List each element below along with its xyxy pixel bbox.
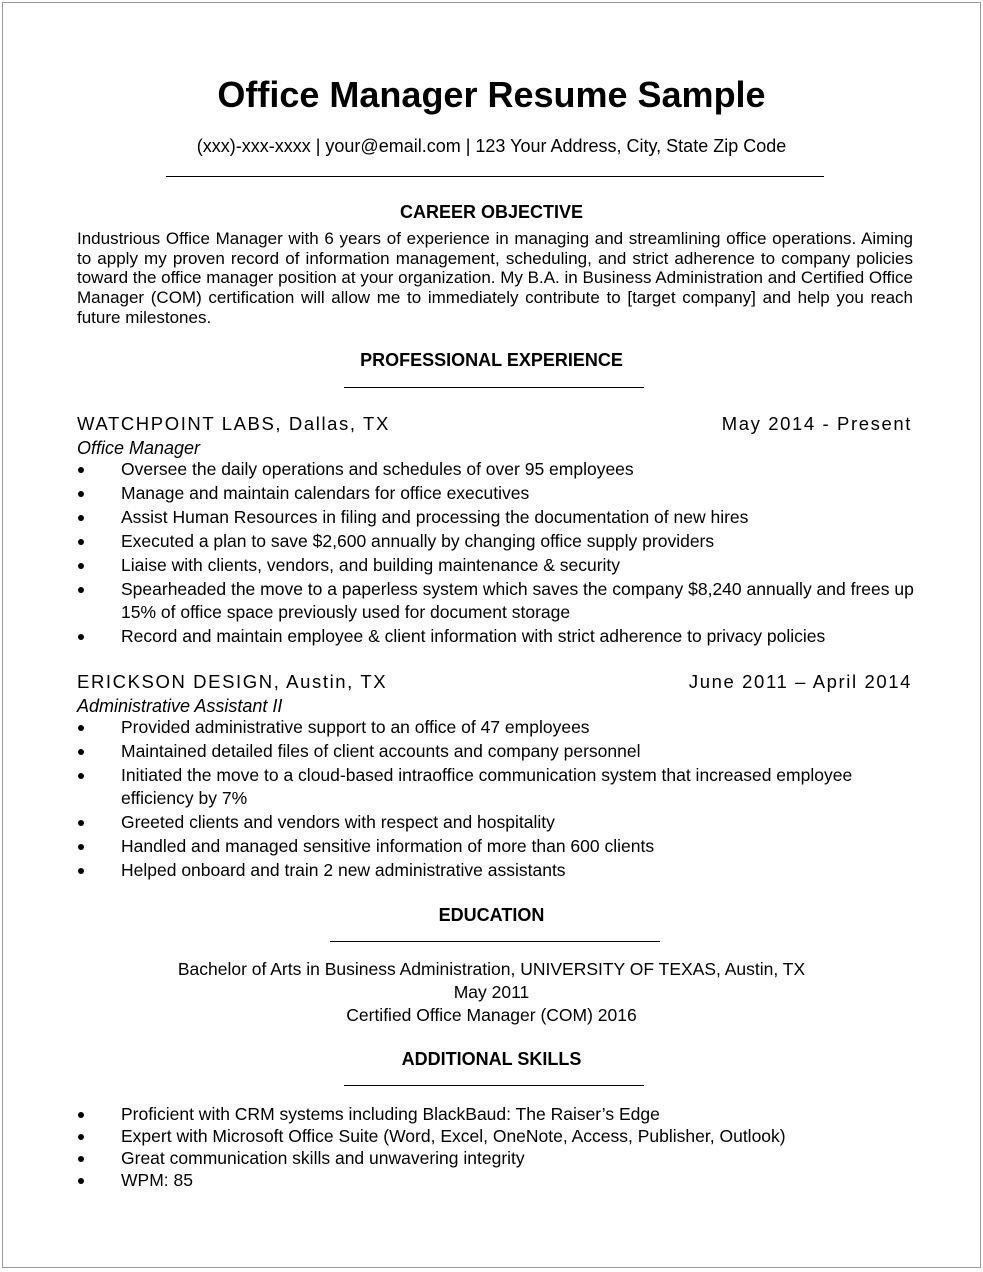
bullet-icon — [78, 1134, 84, 1140]
certification-line: Certified Office Manager (COM) 2016 — [346, 1005, 637, 1025]
experience-divider — [344, 387, 644, 388]
header-divider — [166, 176, 824, 177]
bullet-icon — [78, 868, 84, 874]
bullet-icon — [78, 749, 84, 755]
job-company: WATCHPOINT LABS, Dallas, TX — [77, 413, 390, 434]
list-item: Helped onboard and train 2 new administrative assistants — [77, 859, 917, 882]
list-item: Expert with Microsoft Office Suite (Word, Excel, OneNote, Access, Publisher, Outlook) — [77, 1126, 917, 1147]
bullet-icon — [78, 563, 84, 569]
list-item: Provided administrative support to an office of 47 employees — [77, 716, 917, 739]
graduation-date: May 2011 — [453, 982, 530, 1002]
list-item: Oversee the daily operations and schedules of over 95 employees — [77, 458, 917, 481]
resume-title: Office Manager Resume Sample — [217, 74, 766, 115]
bullet-icon — [78, 491, 84, 497]
bullet-icon — [78, 820, 84, 826]
objective-heading: CAREER OBJECTIVE — [399, 202, 584, 222]
degree-line: Bachelor of Arts in Business Administration, UNIVERSITY OF TEXAS, Austin, TX — [177, 959, 806, 979]
bullet-icon — [78, 1178, 84, 1184]
list-item: Great communication skills and unwavering integrity — [77, 1148, 917, 1169]
list-item: Initiated the move to a cloud-based intraoffice communication system that increased employee efficiency by 7% — [77, 764, 917, 810]
list-item: Greeted clients and vendors with respect and hospitality — [77, 811, 917, 834]
job-header — [77, 671, 912, 693]
contact-line: (xxx)-xxx-xxxx | your@email.com | 123 Your Address, City, State Zip Code — [196, 136, 787, 156]
job-bullet-list — [77, 716, 917, 883]
skills-divider — [344, 1085, 644, 1086]
experience-heading: PROFESSIONAL EXPERIENCE — [360, 350, 623, 370]
job-title: Office Manager — [77, 438, 201, 458]
list-item: Handled and managed sensitive information of more than 600 clients — [77, 835, 917, 858]
list-item: WPM: 85 — [77, 1170, 917, 1191]
job-dates: May 2014 - Present — [721, 413, 912, 434]
list-item: Liaise with clients, vendors, and building maintenance & security — [77, 554, 917, 577]
bullet-icon — [78, 634, 84, 640]
list-item: Proficient with CRM systems including BlackBaud: The Raiser’s Edge — [77, 1104, 917, 1125]
bullet-icon — [78, 515, 84, 521]
job-bullet-list — [77, 458, 917, 649]
bullet-icon — [78, 539, 84, 545]
bullet-icon — [78, 467, 84, 473]
bullet-icon — [78, 773, 84, 779]
bullet-icon — [78, 844, 84, 850]
bullet-icon — [78, 725, 84, 731]
bullet-icon — [78, 1156, 84, 1162]
list-item: Assist Human Resources in filing and processing the documentation of new hires — [77, 506, 917, 529]
list-item: Manage and maintain calendars for office executives — [77, 482, 917, 505]
list-item: Maintained detailed files of client accounts and company personnel — [77, 740, 917, 763]
job-dates: June 2011 – April 2014 — [688, 671, 912, 692]
list-item: Executed a plan to save $2,600 annually by changing office supply providers — [77, 530, 917, 553]
resume-page — [2, 2, 981, 1268]
list-item: Record and maintain employee & client information with strict adherence to privacy policies — [77, 625, 917, 648]
bullet-icon — [78, 1112, 84, 1118]
education-divider — [330, 941, 660, 942]
job-title: Administrative Assistant II — [77, 696, 283, 716]
skills-list — [77, 1104, 917, 1192]
job-company: ERICKSON DESIGN, Austin, TX — [77, 671, 388, 692]
list-item: Spearheaded the move to a paperless system which saves the company $8,240 annually and frees up 15% of office space previously used for document storage — [77, 578, 917, 624]
skills-heading: ADDITIONAL SKILLS — [401, 1049, 582, 1069]
education-heading: EDUCATION — [438, 905, 545, 925]
job-header — [77, 413, 912, 435]
bullet-icon — [78, 587, 84, 593]
objective-text: Industrious Office Manager with 6 years of experience in managing and streamlining office operations. Aiming to apply my proven record of information management, scheduling, and strict adherence to company policies toward the office manager position at your organization. My B.A. in Business Administration and Certified Office Manager (COM) certification will allow me to immediately contribute to [target company] and help you reach future milestones. — [77, 229, 913, 327]
